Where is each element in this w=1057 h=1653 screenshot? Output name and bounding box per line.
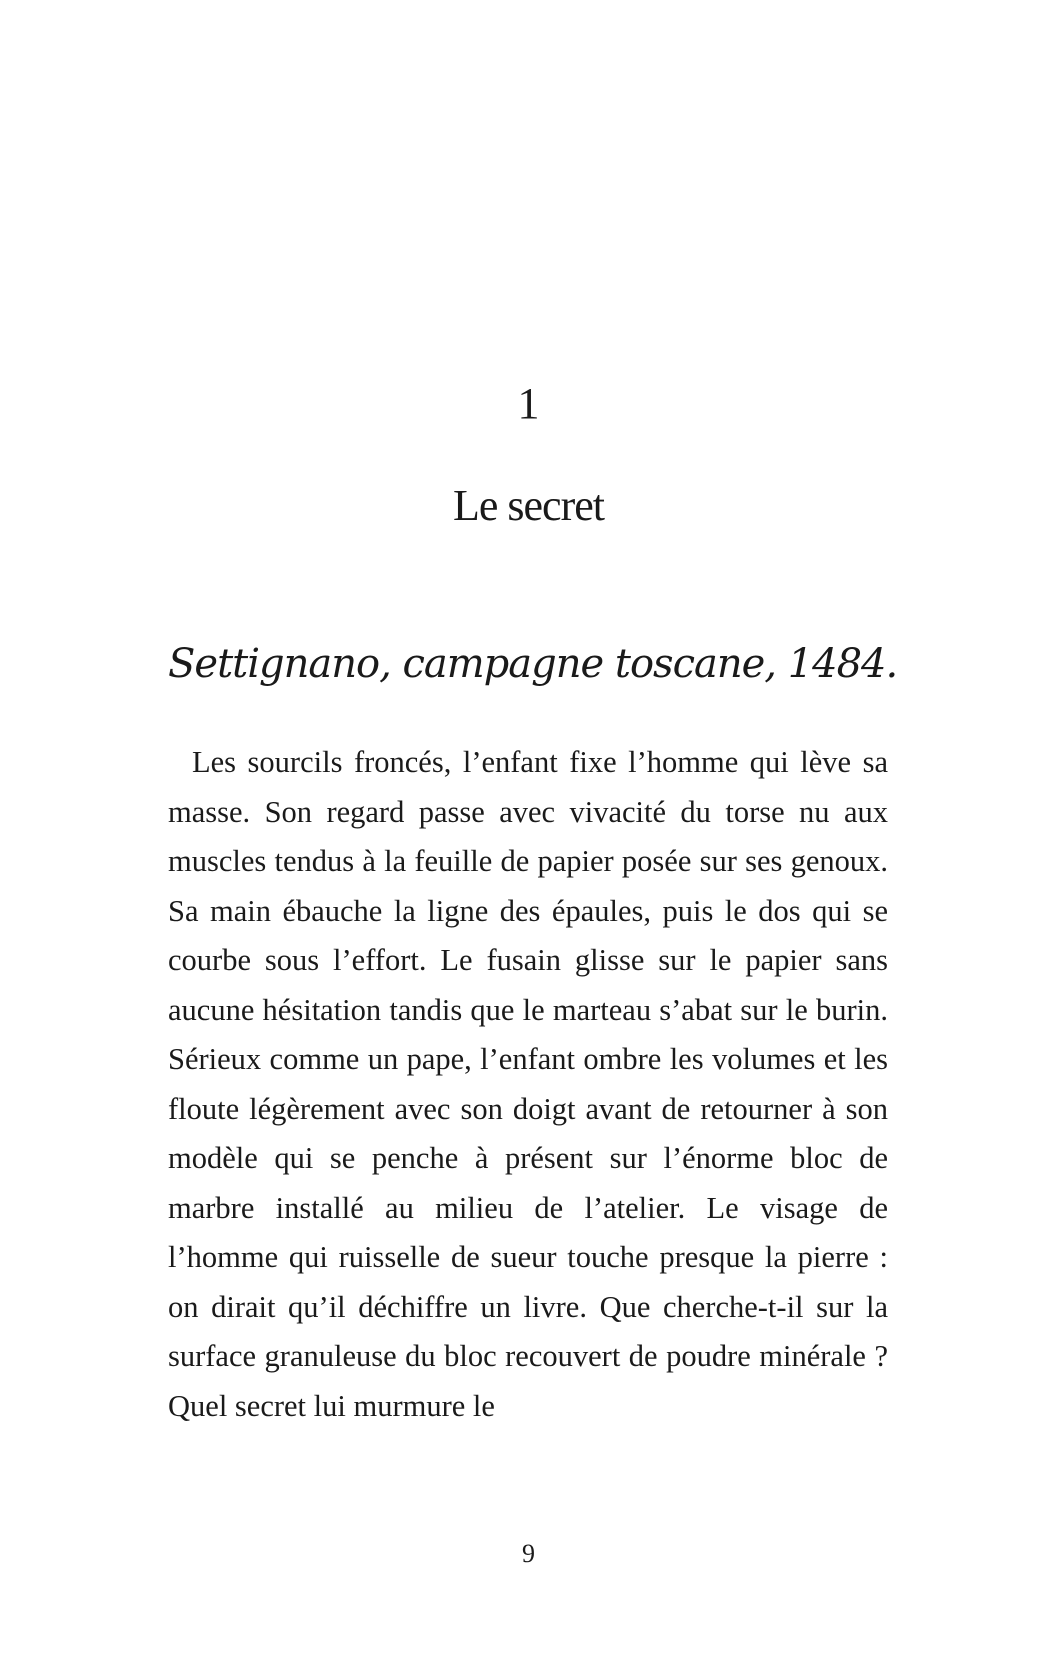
page-number: 9 xyxy=(522,1539,535,1568)
place-date-heading: Settignano, campagne toscane, 1484. xyxy=(168,641,898,687)
chapter-title: Le secret xyxy=(453,481,604,530)
body-paragraph: Les sourcils froncés, l’enfant fixe l’homme qui lève sa masse. Son regard passe avec vivacité du torse nu aux muscles tendus à la feuille de papier posée sur ses genoux. Sa main ébauche la ligne des épaules, puis le dos qui se courbe sous l’effort. Le fusain glisse sur le papier sans aucune hésitation tandis que le marteau s’abat sur le burin. Sérieux comme un pape, l’enfant ombre les volumes et les floute légèrement avec son doigt avant de retourner à son modèle qui se penche à présent sur l’énorme bloc de marbre installé au milieu de l’atelier. Le visage de l’homme qui ruisselle de sueur touche presque la pierre : on dirait qu’il déchiffre un livre. Que cherche-t-il sur la surface granuleuse du bloc recouvert de poudre minérale ? Quel secret lui murmure le xyxy=(168,745,888,1423)
chapter-number: 1 xyxy=(517,379,540,428)
